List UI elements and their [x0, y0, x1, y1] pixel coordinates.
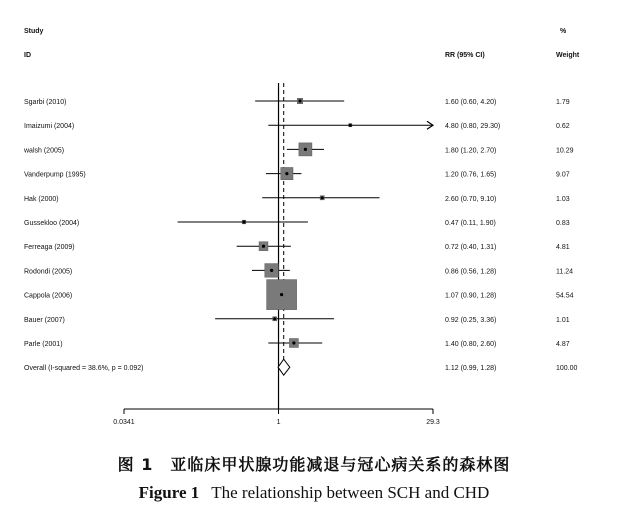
point-estimate: [321, 196, 324, 199]
study-label: Bauer (2007): [24, 316, 65, 324]
rr-ci-value: 0.86 (0.56, 1.28): [445, 268, 497, 276]
point-estimate: [273, 317, 276, 320]
study-label: Ferreaga (2009): [24, 244, 75, 252]
x-tick-label: 29.3: [426, 419, 440, 426]
point-estimate: [304, 148, 307, 151]
point-estimate: [292, 341, 295, 344]
overall-label: Overall (I-squared = 38.6%, p = 0.092): [24, 365, 144, 373]
point-estimate: [349, 124, 352, 127]
overall-rr-value: 1.12 (0.99, 1.28): [445, 365, 497, 373]
study-label: Parle (2001): [24, 341, 63, 348]
rr-ci-value: 1.60 (0.60, 4.20): [445, 99, 497, 106]
point-estimate: [298, 99, 301, 102]
weight-value: 10.29: [556, 147, 574, 155]
weight-value: 0.62: [556, 123, 570, 131]
figure-caption-english: [0, 483, 628, 503]
weight-value: 4.81: [556, 244, 570, 252]
study-label: Hak (2000): [24, 195, 59, 203]
id-column-header: ID: [24, 52, 31, 59]
weight-column-header: Weight: [556, 52, 580, 59]
overall-weight-value: 100.00: [556, 365, 578, 373]
weight-value: 1.01: [556, 316, 570, 324]
rr-ci-value: 0.72 (0.40, 1.31): [445, 244, 497, 252]
weight-value: 1.03: [556, 195, 570, 203]
forest-plot-marks: [23, 83, 578, 426]
x-tick-label: 0.0341: [113, 419, 135, 426]
study-label: Imaizumi (2004): [24, 123, 75, 131]
study-label: Rodondi (2005): [24, 268, 73, 276]
figure-number: Figure 1: [138, 483, 200, 502]
weight-value: 0.83: [556, 220, 570, 227]
point-estimate: [280, 293, 283, 296]
study-label: Cappola (2006): [24, 292, 73, 300]
figure-caption-chinese: 图 1 亚临床甲状腺功能减退与冠心病关系的森林图: [117, 455, 511, 474]
rr-ci-value: 1.40 (0.80, 2.60): [445, 341, 497, 348]
percent-column-header: %: [560, 28, 567, 35]
weight-value: 11.24: [556, 268, 573, 276]
point-estimate: [270, 269, 273, 272]
rr-ci-value: 2.60 (0.70, 9.10): [445, 195, 497, 203]
weight-value: 4.87: [556, 341, 570, 348]
study-label: walsh (2005): [24, 147, 65, 155]
weight-value: 9.07: [556, 171, 570, 179]
study-label: Sgarbi (2010): [24, 99, 67, 106]
study-label: Vanderpump (1995): [24, 171, 86, 179]
figure-caption-text: The relationship between SCH and CHD: [211, 483, 490, 502]
weight-value: 1.79: [556, 99, 570, 106]
rr-ci-value: 1.20 (0.76, 1.65): [445, 171, 497, 179]
x-tick-label: 1: [276, 419, 281, 426]
rr-ci-value: 1.80 (1.20, 2.70): [445, 147, 497, 155]
study-label: Gussekloo (2004): [24, 220, 80, 227]
rr-ci-value: 1.07 (0.90, 1.28): [445, 292, 497, 300]
rr-ci-value: 0.92 (0.25, 3.36): [445, 316, 497, 324]
point-estimate: [285, 172, 288, 175]
point-estimate: [262, 245, 265, 248]
study-column-header: Study: [24, 28, 44, 35]
rr-ci-value: 0.47 (0.11, 1.90): [445, 220, 496, 227]
rr-column-header: RR (95% CI): [445, 52, 485, 59]
rr-ci-value: 4.80 (0.80, 29.30): [445, 123, 501, 131]
overall-diamond: [278, 359, 290, 375]
point-estimate: [242, 220, 245, 223]
weight-value: 54.54: [556, 292, 574, 300]
